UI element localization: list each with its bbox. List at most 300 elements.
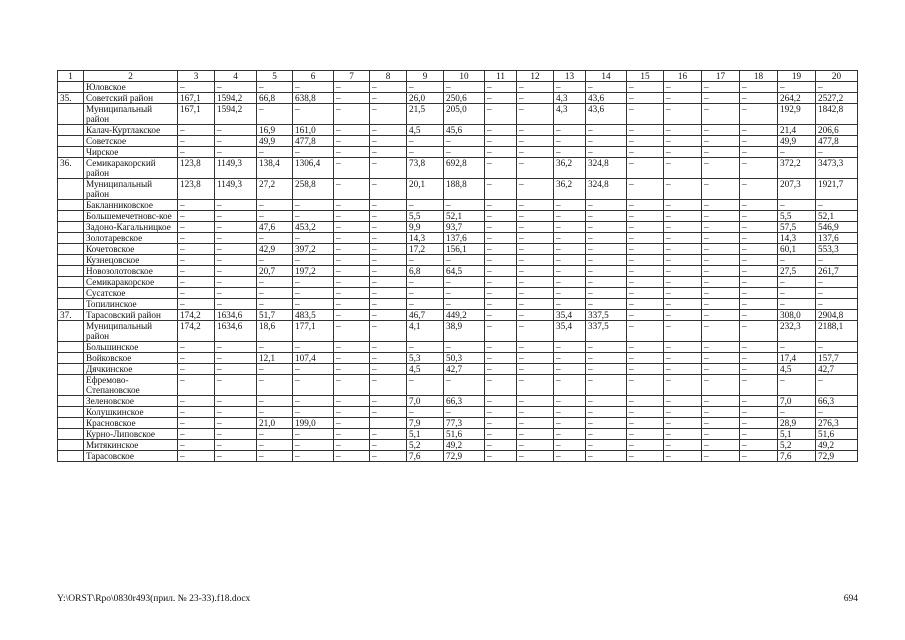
column-number-17: 17 [702, 71, 740, 82]
value-cell: – [215, 353, 257, 364]
value-cell: – [334, 244, 370, 255]
value-cell: 553,3 [816, 244, 858, 255]
column-number-15: 15 [627, 71, 664, 82]
value-cell: – [178, 364, 215, 375]
value-cell: – [664, 125, 702, 136]
row-index-cell [58, 353, 84, 364]
value-cell: – [702, 104, 740, 125]
value-cell: 7,0 [778, 396, 816, 407]
value-cell: – [627, 407, 664, 418]
value-cell: – [554, 342, 586, 353]
value-cell: – [444, 342, 485, 353]
value-cell: – [178, 82, 215, 93]
value-cell: – [664, 233, 702, 244]
value-cell: – [215, 440, 257, 451]
territory-name-cell: Семикаракорское [84, 277, 178, 288]
value-cell: – [702, 353, 740, 364]
value-cell: – [444, 299, 485, 310]
value-cell: 51,6 [444, 429, 485, 440]
value-cell: – [586, 299, 627, 310]
value-cell: 72,9 [444, 451, 485, 462]
value-cell: – [485, 451, 517, 462]
value-cell: – [293, 364, 334, 375]
value-cell: – [485, 147, 517, 158]
table-row [58, 255, 858, 266]
value-cell: – [627, 244, 664, 255]
value-cell: 4,1 [407, 321, 444, 342]
data-table [57, 70, 858, 462]
value-cell: 7,0 [407, 396, 444, 407]
value-cell: – [178, 451, 215, 462]
value-cell: – [334, 310, 370, 321]
territory-name-cell: Бакланниковское [84, 200, 178, 211]
value-cell: – [702, 364, 740, 375]
value-cell: – [293, 396, 334, 407]
table-row [58, 342, 858, 353]
row-index-cell [58, 440, 84, 451]
value-cell: – [370, 222, 407, 233]
value-cell: – [293, 104, 334, 125]
value-cell: 5,5 [407, 211, 444, 222]
value-cell: – [257, 375, 293, 396]
value-cell: – [627, 277, 664, 288]
value-cell: 137,6 [444, 233, 485, 244]
table-row [58, 147, 858, 158]
value-cell: – [627, 342, 664, 353]
value-cell: – [702, 310, 740, 321]
value-cell: – [554, 407, 586, 418]
value-cell: – [407, 136, 444, 147]
value-cell: – [816, 82, 858, 93]
row-index-cell [58, 451, 84, 462]
row-index-cell [58, 136, 84, 147]
value-cell: – [517, 375, 554, 396]
value-cell: – [517, 125, 554, 136]
value-cell: – [517, 353, 554, 364]
value-cell: – [334, 147, 370, 158]
value-cell: – [702, 93, 740, 104]
value-cell: 16,9 [257, 125, 293, 136]
value-cell: – [778, 299, 816, 310]
value-cell: – [740, 321, 778, 342]
value-cell: – [586, 266, 627, 277]
value-cell: – [517, 396, 554, 407]
value-cell: – [778, 342, 816, 353]
value-cell: – [554, 244, 586, 255]
value-cell: – [627, 222, 664, 233]
value-cell: – [407, 288, 444, 299]
value-cell: 73,8 [407, 158, 444, 179]
value-cell: 35,4 [554, 321, 586, 342]
territory-name-cell: Кузнецовское [84, 255, 178, 266]
value-cell: – [702, 233, 740, 244]
territory-name-cell: Новозолотовское [84, 266, 178, 277]
value-cell: – [664, 321, 702, 342]
value-cell: 192,9 [778, 104, 816, 125]
value-cell: – [257, 255, 293, 266]
value-cell: – [334, 440, 370, 451]
value-cell: – [215, 429, 257, 440]
value-cell: – [517, 158, 554, 179]
value-cell: – [517, 342, 554, 353]
value-cell: – [778, 277, 816, 288]
value-cell: – [627, 364, 664, 375]
value-cell: – [586, 364, 627, 375]
value-cell: 477,8 [816, 136, 858, 147]
value-cell: 57,5 [778, 222, 816, 233]
value-cell: – [485, 244, 517, 255]
value-cell: – [215, 418, 257, 429]
value-cell: – [407, 375, 444, 396]
value-cell: – [444, 200, 485, 211]
table-row [58, 364, 858, 375]
row-index-cell [58, 233, 84, 244]
value-cell: 21,4 [778, 125, 816, 136]
value-cell: 5,1 [778, 429, 816, 440]
value-cell: – [816, 255, 858, 266]
value-cell: – [586, 125, 627, 136]
value-cell: – [740, 288, 778, 299]
value-cell: – [178, 222, 215, 233]
value-cell: – [370, 396, 407, 407]
value-cell: – [178, 418, 215, 429]
table-row [58, 93, 858, 104]
value-cell: 156,1 [444, 244, 485, 255]
value-cell: 9,9 [407, 222, 444, 233]
value-cell: – [664, 396, 702, 407]
value-cell: 1921,7 [816, 179, 858, 200]
value-cell: – [215, 244, 257, 255]
value-cell: – [485, 353, 517, 364]
value-cell: – [257, 147, 293, 158]
value-cell: 199,0 [293, 418, 334, 429]
value-cell: 324,8 [586, 158, 627, 179]
value-cell: – [293, 299, 334, 310]
value-cell: – [554, 299, 586, 310]
value-cell: – [627, 321, 664, 342]
value-cell: – [334, 200, 370, 211]
value-cell: – [586, 418, 627, 429]
value-cell: – [334, 342, 370, 353]
value-cell: – [517, 277, 554, 288]
value-cell: – [485, 310, 517, 321]
value-cell: – [554, 255, 586, 266]
column-number-18: 18 [740, 71, 778, 82]
value-cell: – [702, 407, 740, 418]
value-cell: – [178, 396, 215, 407]
value-cell: – [293, 211, 334, 222]
value-cell: 5,2 [778, 440, 816, 451]
value-cell: – [586, 255, 627, 266]
value-cell: – [627, 429, 664, 440]
value-cell: – [370, 104, 407, 125]
territory-name-cell: Дячкинское [84, 364, 178, 375]
value-cell: – [485, 82, 517, 93]
value-cell: – [664, 353, 702, 364]
value-cell: – [702, 266, 740, 277]
value-cell: – [293, 147, 334, 158]
table-row [58, 451, 858, 462]
value-cell: 692,8 [444, 158, 485, 179]
value-cell: – [370, 200, 407, 211]
value-cell: 17,2 [407, 244, 444, 255]
table-row [58, 440, 858, 451]
value-cell: – [370, 407, 407, 418]
value-cell: – [816, 342, 858, 353]
value-cell: – [334, 222, 370, 233]
value-cell: 177,1 [293, 321, 334, 342]
value-cell: – [517, 321, 554, 342]
value-cell: – [257, 200, 293, 211]
value-cell: – [517, 222, 554, 233]
value-cell: – [740, 244, 778, 255]
value-cell: – [257, 440, 293, 451]
column-number-11: 11 [485, 71, 517, 82]
territory-name-cell: Кочетовское [84, 244, 178, 255]
value-cell: 1149,3 [215, 158, 257, 179]
value-cell: – [554, 147, 586, 158]
value-cell: – [215, 82, 257, 93]
value-cell: – [517, 255, 554, 266]
value-cell: – [485, 418, 517, 429]
territory-name-cell: Войковское [84, 353, 178, 364]
value-cell: – [554, 418, 586, 429]
value-cell: – [517, 233, 554, 244]
value-cell: – [407, 342, 444, 353]
value-cell: – [554, 125, 586, 136]
value-cell: – [664, 179, 702, 200]
column-number-9: 9 [407, 71, 444, 82]
value-cell: 138,4 [257, 158, 293, 179]
value-cell: – [627, 375, 664, 396]
value-cell: – [740, 93, 778, 104]
value-cell: – [586, 451, 627, 462]
value-cell: – [816, 299, 858, 310]
value-cell: – [664, 82, 702, 93]
value-cell: – [702, 125, 740, 136]
value-cell: 7,9 [407, 418, 444, 429]
value-cell: – [257, 407, 293, 418]
value-cell: – [444, 82, 485, 93]
value-cell: – [257, 396, 293, 407]
value-cell: 14,3 [407, 233, 444, 244]
value-cell: – [517, 147, 554, 158]
value-cell: – [370, 440, 407, 451]
value-cell: – [370, 136, 407, 147]
value-cell: – [407, 147, 444, 158]
row-index-cell [58, 211, 84, 222]
value-cell: – [215, 288, 257, 299]
value-cell: – [257, 233, 293, 244]
row-index-cell [58, 82, 84, 93]
value-cell: – [702, 222, 740, 233]
value-cell: – [586, 211, 627, 222]
value-cell: – [664, 288, 702, 299]
column-number-4: 4 [215, 71, 257, 82]
value-cell: – [293, 200, 334, 211]
value-cell: – [740, 364, 778, 375]
value-cell: 49,9 [778, 136, 816, 147]
value-cell: 477,8 [293, 136, 334, 147]
row-index-cell [58, 364, 84, 375]
value-cell: – [517, 211, 554, 222]
table-row [58, 375, 858, 396]
value-cell: – [702, 321, 740, 342]
value-cell: 546,9 [816, 222, 858, 233]
value-cell: 483,5 [293, 310, 334, 321]
value-cell: – [370, 233, 407, 244]
value-cell: – [702, 440, 740, 451]
value-cell: 20,1 [407, 179, 444, 200]
value-cell: 21,0 [257, 418, 293, 429]
value-cell: 638,8 [293, 93, 334, 104]
value-cell: – [178, 244, 215, 255]
value-cell: – [778, 375, 816, 396]
value-cell: – [178, 342, 215, 353]
value-cell: – [485, 375, 517, 396]
value-cell: – [740, 277, 778, 288]
value-cell: – [586, 353, 627, 364]
row-index-cell [58, 429, 84, 440]
value-cell: – [627, 299, 664, 310]
value-cell: – [586, 396, 627, 407]
value-cell: – [586, 429, 627, 440]
row-index-cell [58, 288, 84, 299]
column-number-19: 19 [778, 71, 816, 82]
value-cell: – [517, 93, 554, 104]
value-cell: 17,4 [778, 353, 816, 364]
value-cell: 324,8 [586, 179, 627, 200]
value-cell: – [485, 93, 517, 104]
value-cell: – [702, 429, 740, 440]
value-cell: – [740, 342, 778, 353]
value-cell: – [740, 418, 778, 429]
value-cell: – [627, 200, 664, 211]
value-cell: – [554, 375, 586, 396]
value-cell: – [586, 233, 627, 244]
value-cell: 21,5 [407, 104, 444, 125]
value-cell: 261,7 [816, 266, 858, 277]
value-cell: 36,2 [554, 179, 586, 200]
column-number-2: 2 [84, 71, 178, 82]
row-index-cell [58, 179, 84, 200]
value-cell: 20,7 [257, 266, 293, 277]
value-cell: – [178, 136, 215, 147]
value-cell: – [517, 310, 554, 321]
value-cell: – [178, 407, 215, 418]
value-cell: – [702, 82, 740, 93]
value-cell: – [554, 211, 586, 222]
table-row [58, 200, 858, 211]
value-cell: – [740, 396, 778, 407]
value-cell: – [485, 321, 517, 342]
value-cell: – [554, 440, 586, 451]
value-cell: – [370, 364, 407, 375]
value-cell: – [664, 93, 702, 104]
territory-name-cell: Ефремово-Степановское [84, 375, 178, 396]
value-cell: 4,5 [407, 125, 444, 136]
value-cell: 1149,3 [215, 179, 257, 200]
value-cell: 2527,2 [816, 93, 858, 104]
value-cell: – [178, 255, 215, 266]
table-row [58, 233, 858, 244]
value-cell: – [370, 288, 407, 299]
value-cell: 3473,3 [816, 158, 858, 179]
value-cell: – [334, 266, 370, 277]
value-cell: 26,0 [407, 93, 444, 104]
value-cell: 42,7 [816, 364, 858, 375]
row-index-cell [58, 396, 84, 407]
value-cell: – [554, 266, 586, 277]
value-cell: – [485, 136, 517, 147]
value-cell: 51,6 [816, 429, 858, 440]
value-cell: 449,2 [444, 310, 485, 321]
value-cell: – [257, 82, 293, 93]
row-index-cell [58, 125, 84, 136]
value-cell: – [370, 125, 407, 136]
value-cell: 161,0 [293, 125, 334, 136]
value-cell: 52,1 [444, 211, 485, 222]
value-cell: 123,8 [178, 158, 215, 179]
value-cell: 167,1 [178, 93, 215, 104]
table-row [58, 353, 858, 364]
value-cell: – [778, 82, 816, 93]
value-cell: – [627, 179, 664, 200]
value-cell: – [554, 288, 586, 299]
value-cell: – [702, 288, 740, 299]
value-cell: – [293, 288, 334, 299]
value-cell: 5,3 [407, 353, 444, 364]
value-cell: 372,2 [778, 158, 816, 179]
value-cell: 14,3 [778, 233, 816, 244]
value-cell: – [334, 82, 370, 93]
value-cell: – [517, 104, 554, 125]
value-cell: 1306,4 [293, 158, 334, 179]
value-cell: – [664, 375, 702, 396]
value-cell: – [586, 288, 627, 299]
value-cell: – [586, 82, 627, 93]
value-cell: – [816, 147, 858, 158]
row-index-cell [58, 407, 84, 418]
value-cell: – [702, 211, 740, 222]
row-index-cell: 37. [58, 310, 84, 321]
value-cell: – [702, 342, 740, 353]
value-cell: – [444, 375, 485, 396]
row-index-cell: 36. [58, 158, 84, 179]
value-cell: 66,8 [257, 93, 293, 104]
table-row [58, 299, 858, 310]
value-cell: – [627, 147, 664, 158]
value-cell: – [334, 364, 370, 375]
value-cell: – [257, 299, 293, 310]
value-cell: – [178, 233, 215, 244]
value-cell: – [664, 200, 702, 211]
territory-name-cell: Задоно-Кагальницкое [84, 222, 178, 233]
table-row [58, 396, 858, 407]
value-cell: – [740, 407, 778, 418]
value-cell: 205,0 [444, 104, 485, 125]
value-cell: – [334, 375, 370, 396]
value-cell: 1634,6 [215, 310, 257, 321]
value-cell: – [740, 136, 778, 147]
value-cell: – [778, 147, 816, 158]
value-cell: – [257, 429, 293, 440]
value-cell: – [334, 158, 370, 179]
value-cell: – [517, 451, 554, 462]
territory-name-cell: Курно-Липовское [84, 429, 178, 440]
value-cell: – [664, 147, 702, 158]
value-cell: – [627, 353, 664, 364]
